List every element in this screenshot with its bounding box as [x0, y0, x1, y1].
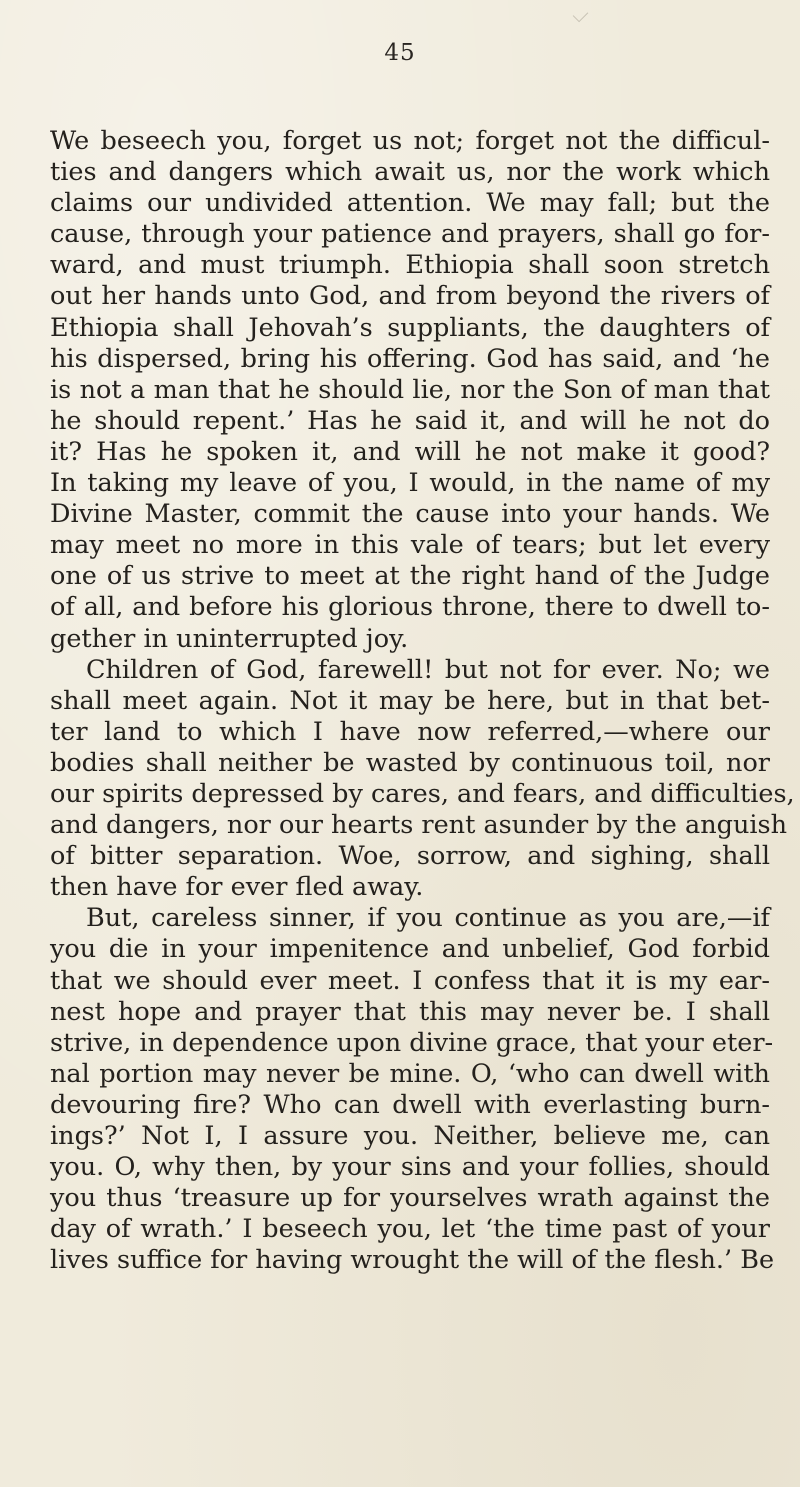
text-line: that we should ever meet. I confess that it is my ear-	[50, 965, 770, 996]
text-line: bodies shall neither be wasted by continuous toil, nor	[50, 747, 770, 778]
text-line: day of wrath.’ I beseech you, let ‘the time past of your	[50, 1214, 770, 1245]
text-line: ties and dangers which await us, nor the work which	[50, 157, 770, 188]
text-line: you die in your impenitence and unbelief, God forbid	[50, 934, 770, 965]
text-line: gether in uninterrupted joy.	[50, 623, 409, 654]
text-line: is not a man that he should lie, nor the Son of man that	[50, 374, 770, 405]
text-line: it? Has he spoken it, and will he not make it good?	[50, 436, 770, 467]
text-line: nal portion may never be mine. O, ‘who can dwell with	[50, 1058, 770, 1089]
text-line: ward, and must triumph. Ethiopia shall soon stretch	[50, 250, 770, 281]
text-line: of all, and before his glorious throne, there to dwell to-	[50, 592, 770, 623]
text-line: and dangers, nor our hearts rent asunder by the anguish	[50, 810, 788, 841]
text-line: Divine Master, commit the cause into your hands. We	[50, 499, 770, 530]
text-line: of bitter separation. Woe, sorrow, and sighing, shall	[50, 841, 770, 872]
page-number: 45	[384, 40, 416, 66]
text-line: ter land to which I have now referred,—where our	[50, 716, 770, 747]
text-line: you thus ‘treasure up for yourselves wrath against the	[50, 1183, 770, 1214]
text-line: But, careless sinner, if you continue as you are,—if	[86, 903, 770, 934]
text-line: then have for ever fled away.	[50, 872, 424, 903]
text-line: Children of God, farewell! but not for ever. No; we	[86, 654, 770, 685]
pencil-mark-icon	[573, 7, 589, 23]
text-line: one of us strive to meet at the right hand of the Judge	[50, 561, 770, 592]
text-line: you. O, why then, by your sins and your follies, should	[50, 1152, 770, 1183]
text-line: cause, through your patience and prayers, shall go for-	[50, 219, 770, 250]
text-line: shall meet again. Not it may be here, but in that bet-	[50, 685, 770, 716]
text-line: may meet no more in this vale of tears; but let every	[50, 530, 770, 561]
text-line: We beseech you, forget us not; forget not the difficul-	[50, 126, 770, 156]
text-line: claims our undivided attention. We may fall; but the	[50, 188, 770, 219]
text-line: he should repent.’ Has he said it, and will he not do	[50, 405, 770, 436]
text-line: lives suffice for having wrought the will of the flesh.’ Be	[50, 1245, 775, 1276]
page-body-text	[50, 126, 795, 1276]
text-line: his dispersed, bring his offering. God has said, and ‘he	[50, 343, 770, 374]
text-line: nest hope and prayer that this may never be. I shall	[50, 996, 770, 1027]
text-line: devouring fire? Who can dwell with everlasting burn-	[50, 1089, 770, 1120]
text-line: strive, in dependence upon divine grace, that your eter-	[50, 1027, 774, 1058]
text-line: In taking my leave of you, I would, in the name of my	[50, 468, 770, 499]
text-line: out her hands unto God, and from beyond the rivers of	[50, 281, 770, 312]
text-line: Ethiopia shall Jehovah’s suppliants, the daughters of	[50, 312, 770, 343]
text-line: our spirits depressed by cares, and fears, and difficulties,	[50, 778, 795, 809]
text-line: ings?’ Not I, I assure you. Neither, believe me, can	[50, 1121, 770, 1151]
